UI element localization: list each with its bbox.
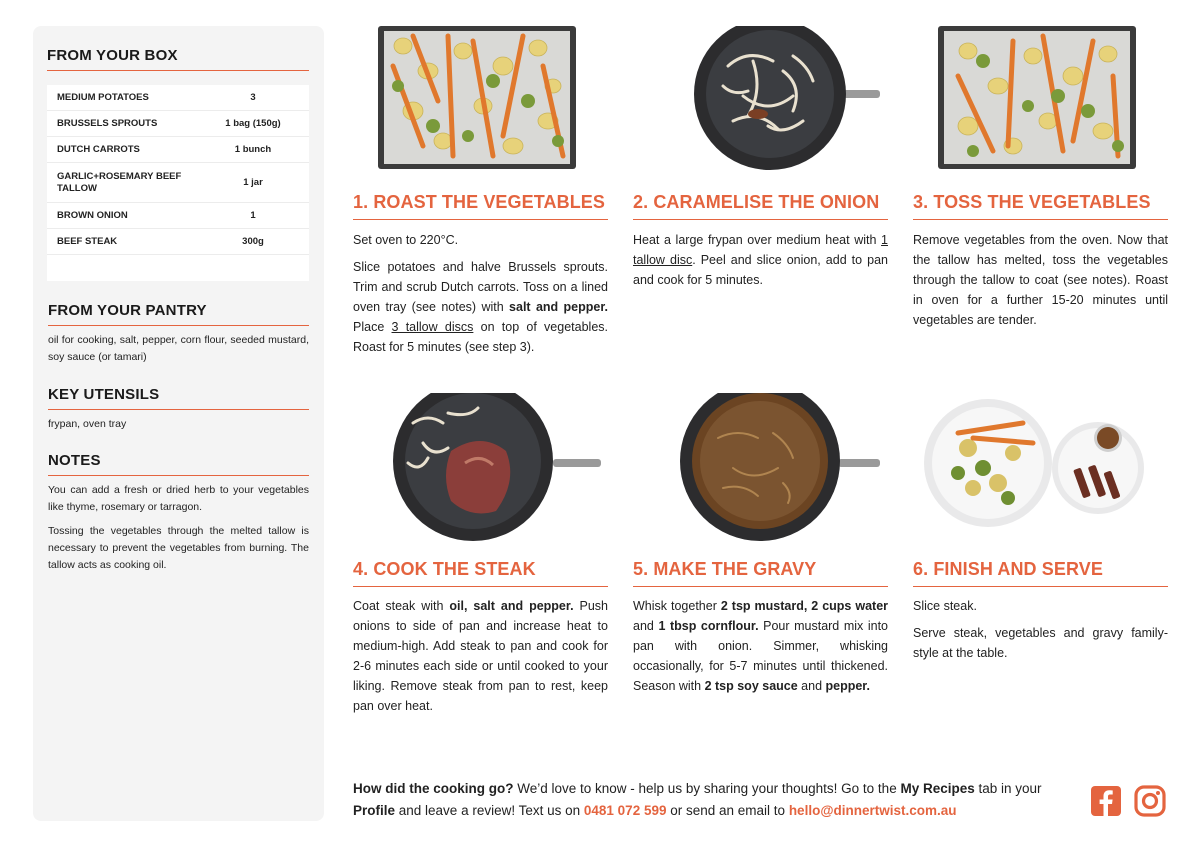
pantry-text: oil for cooking, salt, pepper, corn flour, seeded mustard, soy sauce (or tamari): [48, 334, 309, 363]
text-span: Coat steak with: [353, 599, 450, 613]
from-your-pantry-heading: FROM YOUR PANTRY: [48, 302, 309, 326]
text-span: or send an email to: [666, 803, 789, 818]
bold-text: 2 tsp soy sauce: [704, 679, 798, 693]
ingredient-name: MEDIUM POTATOES: [57, 91, 149, 103]
step-3: [913, 26, 1168, 386]
text-span: . Peel and slice onion, add to pan and cook for 5 minutes.: [633, 253, 888, 287]
ingredient-name: DUTCH CARROTS: [57, 143, 140, 155]
step-3-text: Remove vegetables from the oven. Now that the tallow has melted, toss the vegetables through the tallow to coat (see notes). Roast in oven for a further 15-20 minutes until vegetables are tender.: [913, 233, 1168, 327]
step-2-title: 2. CARAMELISE THE ONION: [633, 192, 888, 220]
step-5-body: [633, 596, 888, 703]
ingredient-qty: 1 bunch: [234, 144, 272, 155]
text-span: Place: [353, 320, 392, 334]
note-text: Tossing the vegetables through the melted tallow is necessary to prevent the vegetables from burning. The tallow acts as cooking oil.: [48, 525, 309, 571]
email-link[interactable]: hello@dinnertwist.com.au: [788, 803, 957, 818]
text-span: on top of vegetables. Roast for 5 minutes (see step 3).: [353, 320, 608, 354]
text-span: We’d love to know - help us by sharing your thoughts! Go to the: [513, 781, 901, 796]
step-6-text: Serve steak, vegetables and gravy family-style at the table.: [913, 626, 1168, 660]
from-your-box-heading: FROM YOUR BOX: [47, 47, 309, 71]
text-span: and: [797, 679, 826, 693]
step-3-title: 3. TOSS THE VEGETABLES: [913, 192, 1168, 220]
profile-link[interactable]: Profile: [353, 803, 396, 818]
step-3-body: [913, 230, 1168, 337]
text-span: and: [633, 619, 659, 633]
notes-heading: NOTES: [48, 452, 309, 476]
step-2-body: [633, 230, 888, 297]
table-row: [47, 85, 309, 111]
step-6-text: Slice steak.: [913, 599, 977, 613]
text-span: Whisk together: [633, 599, 721, 613]
bold-text: 2 tsp mustard, 2 cups water: [720, 599, 889, 613]
feedback-footer: [353, 778, 1073, 822]
step-6-title: 6. FINISH AND SERVE: [913, 559, 1168, 587]
step-1-body: [353, 230, 608, 364]
text-span: Slice potatoes and halve Brussels sprouts. Trim and scrub Dutch carrots. Toss on a lined oven tray (see notes) with: [353, 260, 608, 314]
step-1-title: 1. ROAST THE VEGETABLES: [353, 192, 608, 220]
step-1-text: Set oven to 220°C.: [353, 233, 459, 247]
from-your-pantry-section: [48, 302, 309, 366]
instagram-icon[interactable]: [1134, 785, 1166, 817]
text-span: and leave a review! Text us on: [395, 803, 584, 818]
ingredient-qty: 1: [250, 210, 256, 221]
ingredient-name: GARLIC+ROSEMARY BEEF TALLOW: [57, 170, 182, 194]
step-5: [633, 393, 888, 773]
bold-text: How did the cooking go?: [353, 781, 514, 796]
ingredient-qty: 3: [250, 92, 256, 103]
bold-text: oil, salt and pepper.: [449, 599, 574, 613]
bold-text: pepper.: [825, 679, 870, 693]
phone-link[interactable]: 0481 072 599: [583, 803, 667, 818]
box-ingredients-table: [47, 85, 309, 281]
step-1-text: [353, 257, 608, 357]
my-recipes-link[interactable]: My Recipes: [900, 781, 975, 796]
key-utensils-section: [48, 386, 309, 433]
text-span: Push onions to side of pan and increase heat to medium-high. Add steak to pan and cook for 2-6 minutes each side or until cooked to your liking. Remove steak from pan to rest, keep pan over heat.: [353, 599, 608, 713]
ingredient-name: BEEF STEAK: [57, 235, 118, 247]
underlined-text: 1 tallow disc: [633, 233, 888, 267]
cook-steak-photo: [353, 393, 608, 541]
from-your-box-section: [47, 47, 309, 281]
roast-vegetables-photo: [353, 26, 608, 174]
step-4-title: 4. COOK THE STEAK: [353, 559, 608, 587]
bold-text: salt and pepper.: [509, 300, 608, 314]
step-4-text: [353, 596, 608, 716]
step-6-body: [913, 596, 1168, 670]
ingredient-name: BRUSSELS SPROUTS: [57, 117, 158, 129]
text-span: tab in your: [974, 781, 1042, 796]
key-utensils-heading: KEY UTENSILS: [48, 386, 309, 410]
caramelise-onion-photo: [633, 26, 888, 174]
table-row: [47, 229, 309, 255]
text-span: Heat a large frypan over medium heat with: [633, 233, 882, 247]
step-4-body: [353, 596, 608, 723]
finish-serve-photo: [913, 393, 1168, 541]
make-gravy-photo: [633, 393, 888, 541]
table-row: [47, 137, 309, 163]
step-6: [913, 393, 1168, 773]
step-1: [353, 26, 608, 386]
table-row: [47, 111, 309, 137]
ingredients-sidebar: [33, 26, 324, 821]
step-4: [353, 393, 608, 773]
toss-vegetables-photo: [913, 26, 1168, 174]
step-5-text: [633, 596, 888, 696]
utensils-text: frypan, oven tray: [48, 418, 127, 430]
table-row: [47, 203, 309, 229]
notes-section: [48, 452, 309, 574]
step-5-title: 5. MAKE THE GRAVY: [633, 559, 888, 587]
bold-text: 1 tbsp cornflour.: [658, 619, 759, 633]
table-row: [47, 163, 309, 203]
note-text: You can add a fresh or dried herb to your vegetables like thyme, rosemary or tarragon.: [48, 484, 309, 513]
facebook-icon[interactable]: [1090, 785, 1122, 817]
step-2-text: [633, 230, 888, 290]
ingredient-name: BROWN ONION: [57, 209, 128, 221]
underlined-text: 3 tallow discs: [391, 320, 474, 334]
ingredient-qty: 1 bag (150g): [225, 118, 281, 129]
ingredient-qty: 300g: [242, 236, 264, 247]
ingredient-qty: 1 jar: [243, 177, 263, 188]
step-2: [633, 26, 888, 386]
text-span: Pour mustard mix into pan with onion. Simmer, whisking occasionally, for 5-7 minutes until thickened. Season with: [633, 619, 888, 693]
